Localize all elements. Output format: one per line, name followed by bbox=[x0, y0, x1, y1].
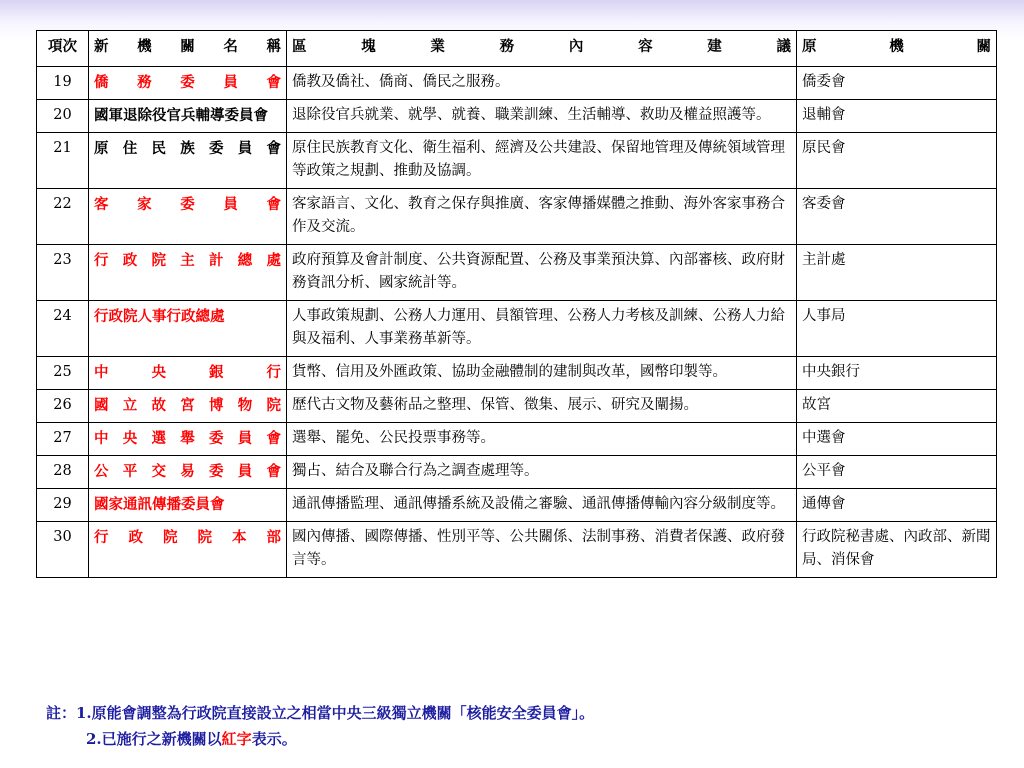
row-agency bbox=[89, 189, 287, 245]
row-agency bbox=[89, 67, 287, 100]
footnote-2-prefix: 2.已施行之新機關以 bbox=[86, 730, 222, 748]
row-agency bbox=[89, 489, 287, 522]
header-orig-label: 原 機 關 bbox=[802, 38, 991, 55]
row-agency bbox=[89, 357, 287, 390]
table-row bbox=[37, 245, 997, 301]
row-orig: 通傳會 bbox=[797, 489, 997, 522]
row-no: 23 bbox=[37, 245, 89, 301]
table-row bbox=[37, 357, 997, 390]
row-orig: 人事局 bbox=[797, 301, 997, 357]
row-agency-label: 中 央 選 舉 委 員 會 bbox=[94, 430, 281, 447]
row-desc: 選舉、罷免、公民投票事務等。 bbox=[287, 423, 797, 456]
row-orig: 主計處 bbox=[797, 245, 997, 301]
row-desc: 人事政策規劃、公務人力運用、員額管理、公務人力考核及訓練、公務人力給與及福利、人事業務革新等。 bbox=[287, 301, 797, 357]
slide bbox=[36, 30, 996, 578]
row-no: 27 bbox=[37, 423, 89, 456]
footnote-1: 註：1.原能會調整為行政院直接設立之相當中央三級獨立機關「核能安全委員會」。 bbox=[46, 704, 595, 722]
header-orig bbox=[797, 31, 997, 67]
row-agency-label: 國軍退除役官兵輔導委員會 bbox=[94, 107, 268, 124]
row-no: 19 bbox=[37, 67, 89, 100]
header-desc-label: 區 塊 業 務 內 容 建 議 bbox=[292, 38, 791, 55]
row-agency-label: 僑 務 委 員 會 bbox=[94, 74, 281, 91]
row-desc: 僑教及僑社、僑商、僑民之服務。 bbox=[287, 67, 797, 100]
row-orig: 行政院秘書處、內政部、新聞局、消保會 bbox=[797, 522, 997, 578]
row-no: 20 bbox=[37, 100, 89, 133]
table-row bbox=[37, 100, 997, 133]
row-desc: 獨占、結合及聯合行為之調查處理等。 bbox=[287, 456, 797, 489]
row-desc: 退除役官兵就業、就學、就養、職業訓練、生活輔導、救助及權益照護等。 bbox=[287, 100, 797, 133]
footnote-2 bbox=[46, 726, 594, 752]
footnote-2-suffix: 表示。 bbox=[251, 730, 297, 748]
table-row bbox=[37, 489, 997, 522]
row-agency bbox=[89, 390, 287, 423]
header-agency-label: 新 機 關 名 稱 bbox=[94, 38, 281, 55]
table-body bbox=[37, 67, 997, 578]
row-agency bbox=[89, 456, 287, 489]
table-row bbox=[37, 390, 997, 423]
row-orig: 故宮 bbox=[797, 390, 997, 423]
row-no: 22 bbox=[37, 189, 89, 245]
row-agency bbox=[89, 301, 287, 357]
row-no: 21 bbox=[37, 133, 89, 189]
row-no: 28 bbox=[37, 456, 89, 489]
row-agency-label: 原 住 民 族 委 員 會 bbox=[94, 140, 281, 157]
row-orig: 原民會 bbox=[797, 133, 997, 189]
row-agency bbox=[89, 245, 287, 301]
row-orig: 退輔會 bbox=[797, 100, 997, 133]
row-orig: 公平會 bbox=[797, 456, 997, 489]
table-row bbox=[37, 423, 997, 456]
row-orig: 客委會 bbox=[797, 189, 997, 245]
row-agency-label: 國家通訊傳播委員會 bbox=[94, 496, 225, 513]
table-row bbox=[37, 67, 997, 100]
table-row bbox=[37, 301, 997, 357]
row-desc: 歷代古文物及藝術品之整理、保管、徵集、展示、研究及闡揚。 bbox=[287, 390, 797, 423]
row-desc: 客家語言、文化、教育之保存與推廣、客家傳播媒體之推動、海外客家事務合作及交流。 bbox=[287, 189, 797, 245]
row-agency-label: 行政院人事行政總處 bbox=[94, 308, 225, 325]
row-agency-label: 中 央 銀 行 bbox=[94, 364, 281, 381]
row-agency bbox=[89, 100, 287, 133]
row-no: 26 bbox=[37, 390, 89, 423]
row-no: 24 bbox=[37, 301, 89, 357]
row-agency bbox=[89, 423, 287, 456]
row-desc: 貨幣、信用及外匯政策、協助金融體制的建制與改革，國幣印製等。 bbox=[287, 357, 797, 390]
row-desc: 政府預算及會計制度、公共資源配置、公務及事業預決算、內部審核、政府財務資訊分析、國家統計等。 bbox=[287, 245, 797, 301]
table-row bbox=[37, 456, 997, 489]
row-no: 25 bbox=[37, 357, 89, 390]
row-orig: 中央銀行 bbox=[797, 357, 997, 390]
agency-table bbox=[36, 30, 997, 578]
header-desc bbox=[287, 31, 797, 67]
table-row bbox=[37, 133, 997, 189]
row-agency-label: 客 家 委 員 會 bbox=[94, 196, 281, 213]
row-agency-label: 公 平 交 易 委 員 會 bbox=[94, 463, 281, 480]
row-desc: 通訊傳播監理、通訊傳播系統及設備之審驗、通訊傳播傳輸內容分級制度等。 bbox=[287, 489, 797, 522]
row-desc: 原住民族教育文化、衛生福利、經濟及公共建設、保留地管理及傳統領域管理等政策之規劃、推動及協調。 bbox=[287, 133, 797, 189]
footnote-2-red: 紅字 bbox=[221, 730, 252, 748]
row-orig: 中選會 bbox=[797, 423, 997, 456]
row-agency bbox=[89, 133, 287, 189]
row-agency-label: 行 政 院 院 本 部 bbox=[94, 529, 281, 546]
row-desc: 國內傳播、國際傳播、性別平等、公共關係、法制事務、消費者保護、政府發言等。 bbox=[287, 522, 797, 578]
header-row bbox=[37, 31, 997, 67]
header-no: 項次 bbox=[37, 31, 89, 67]
table-row bbox=[37, 522, 997, 578]
row-agency-label: 國 立 故 宮 博 物 院 bbox=[94, 397, 281, 414]
row-agency-label: 行 政 院 主 計 總 處 bbox=[94, 252, 281, 269]
row-no: 30 bbox=[37, 522, 89, 578]
row-no: 29 bbox=[37, 489, 89, 522]
header-agency bbox=[89, 31, 287, 67]
row-agency bbox=[89, 522, 287, 578]
footnotes bbox=[46, 700, 594, 752]
row-orig: 僑委會 bbox=[797, 67, 997, 100]
table-row bbox=[37, 189, 997, 245]
